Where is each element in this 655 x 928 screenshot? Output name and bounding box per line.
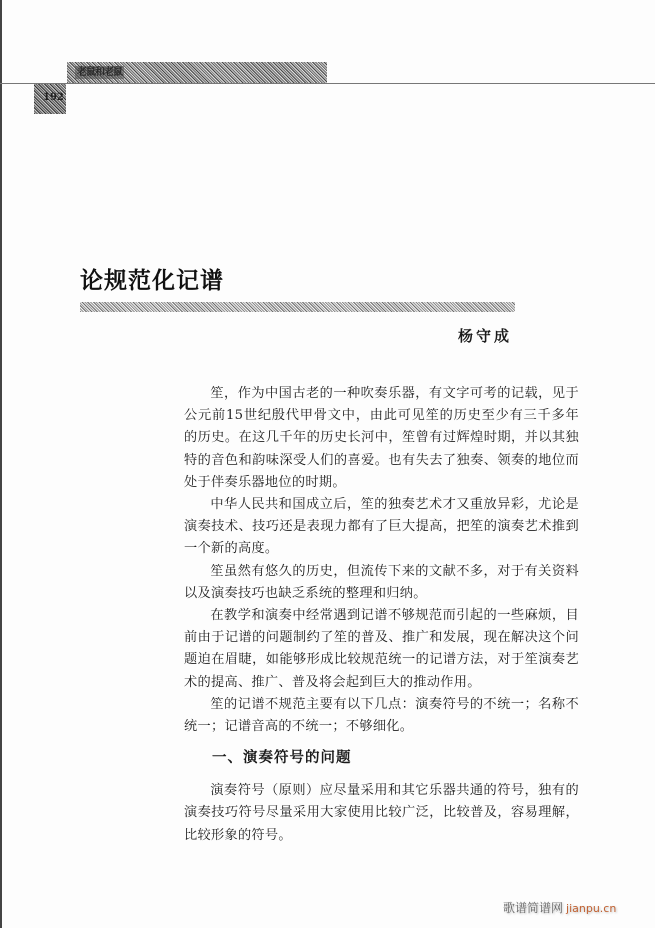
article-title: 论规范化记谱 bbox=[80, 268, 224, 294]
page-left-edge bbox=[0, 0, 2, 928]
body-paragraph: 在教学和演奏中经常遇到记谱不够规范而引起的一些麻烦，目前由于记谱的问题制约了笙的普及、推广和发展，现在解决这个问题迫在眉睫，如能够形成比较规范统一的记谱方法，对于笙演奏艺术的提高、推广、普及将会起到巨大的推动作用。 bbox=[184, 608, 579, 690]
title-underline-rule bbox=[80, 302, 515, 312]
article-author: 杨守成 bbox=[458, 327, 513, 345]
body-paragraph: 笙，作为中国古老的一种吹奏乐器，有文字可考的记载，见于公元前15世纪殷代甲骨文中，由此可见笙的历史至少有三千多年的历史。在这几千年的历史长河中，笙曾有过辉煌时期，并以其独特的音色和韵味深受人们的喜爱。也有失去了独奏、领奏的地位而处于伴奏乐器地位的时期。 bbox=[184, 386, 579, 490]
section-paragraph: 演奏符号（原则）应尽量采用和其它乐器共通的符号，独有的演奏技巧符号尽量采用大家使用比较广泛，比较普及，容易理解，比较形象的符号。 bbox=[184, 783, 579, 843]
watermark bbox=[503, 899, 616, 916]
section-heading: 一、演奏符号的问题 bbox=[212, 750, 352, 767]
body-paragraph: 中华人民共和国成立后，笙的独奏艺术才又重放异彩，尤论是演奏技术、技巧还是表现力都有了巨大提高，把笙的演奏艺术推到一个新的高度。 bbox=[184, 497, 579, 557]
running-header-band bbox=[67, 62, 327, 83]
page-number-box bbox=[34, 84, 66, 114]
page-number: 192 bbox=[43, 92, 64, 103]
header-rule bbox=[0, 83, 655, 84]
watermark-site-name: 歌谱简谱网 bbox=[503, 901, 564, 915]
body-paragraph: 笙的记谱不规范主要有以下几点：演奏符号的不统一；名称不统一；记谱音高的不统一；不够细化。 bbox=[184, 696, 579, 735]
watermark-url: jianpu.cn bbox=[566, 902, 617, 915]
body-paragraph: 笙虽然有悠久的历史，但流传下来的文献不多，对于有关资料以及演奏技巧也缺乏系统的整理和归纳。 bbox=[184, 563, 579, 601]
article-body bbox=[184, 383, 579, 847]
running-header-label: 老鼠和老鼠 bbox=[77, 67, 122, 78]
